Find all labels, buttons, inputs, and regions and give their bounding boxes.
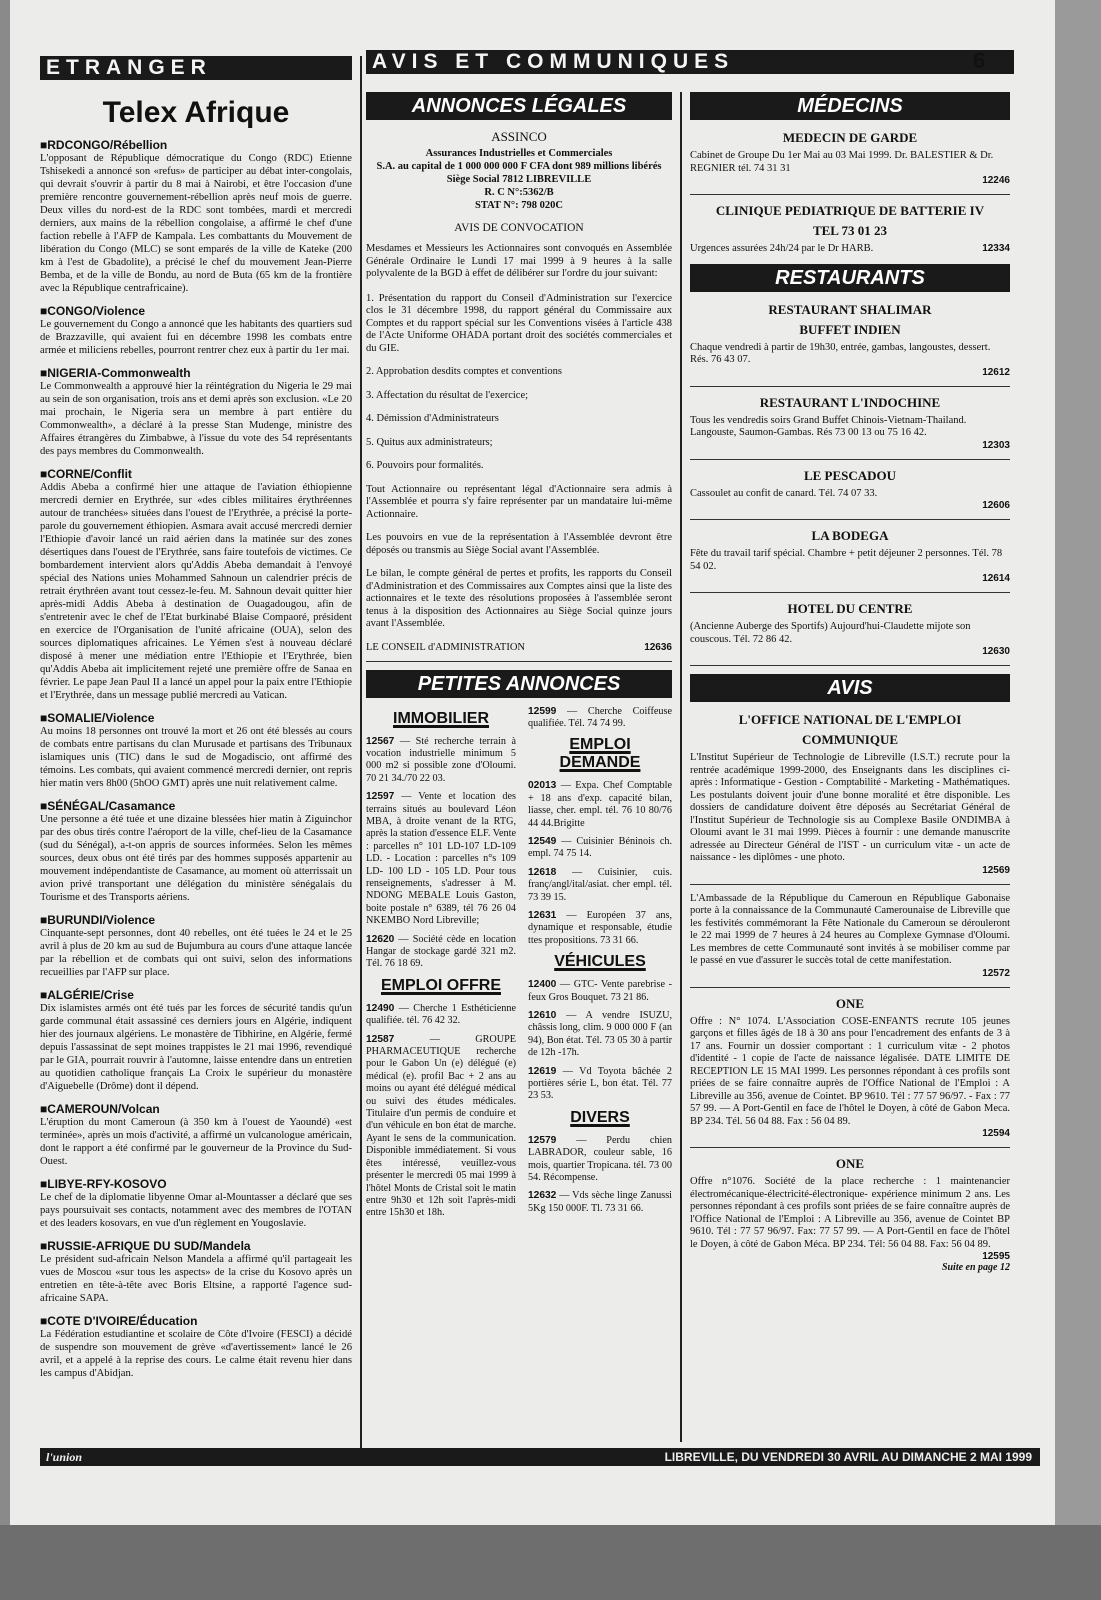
ad-ref: 12631 — [528, 909, 557, 921]
ad-ref: 12567 — [366, 735, 395, 747]
telex-item-head: ■ SOMALIE/Violence — [40, 711, 352, 725]
telex-item — [40, 711, 352, 790]
ad-ref: 12599 — [528, 705, 557, 717]
legal-ref: 12636 — [644, 641, 672, 653]
telex-item-text: Le chef de la diplomatie libyenne Omar al-Mountasser a déclaré que ses pays poursuivait ses contacts, notamment avec des membres de l'OTAN et des leaders kosovars, en vue d'un règlement en Yougoslavie. — [40, 1192, 352, 1229]
restaurant-text: Chaque vendredi à partir de 19h30, entrée, gambas, langoustes, dessert. Rés. 76 43 07. — [690, 341, 991, 365]
clinique-tel: TEL 73 01 23 — [812, 223, 888, 238]
garde-text: Cabinet de Groupe Du 1er Mai au 03 Mai 1999. Dr. BALESTIER & Dr. REGNIER tél. 74 31 31 — [690, 150, 994, 174]
legal-signature-row — [366, 642, 672, 653]
ad-ref: 12579 — [528, 1134, 557, 1146]
legal-company-lines — [366, 147, 672, 212]
clinique-text: Urgences assurées 24h/24 par le Dr HARB. — [690, 243, 874, 254]
telex-item-text: La Fédération estudiantine et scolaire de Côte d'Ivoire (FESCI) a décidé de suspendre son mouvement de grève «d'avertissement» lancé le 26 avril, et a appelé à la reprise des cours. Le calme était revenu hier dans les campus d'Abidjan. — [40, 1329, 352, 1379]
emploi-offre-list — [366, 1003, 516, 1220]
telex-item-text: L'éruption du mont Cameroun (à 350 km à l'ouest de Yaoundé) «est terminée», après un mois d'activité, a affirmé un vulcanologue américain, dont le rapport a été confirmé par le gouverneur de la Province du Sud-Ouest. — [40, 1117, 352, 1167]
one-title: L'OFFICE NATIONAL DE L'EMPLOI — [738, 712, 962, 727]
legal-title: ANNONCES LÉGALES — [366, 92, 672, 120]
classified-ad — [528, 1010, 672, 1060]
restaurant-name: HOTEL DU CENTRE — [787, 601, 913, 616]
telex-item — [40, 467, 352, 702]
telex-item-head: ■ ALGÉRIE/Crise — [40, 988, 352, 1002]
services-column — [690, 92, 1010, 1273]
restaurant-name: LE PESCADOU — [803, 467, 897, 483]
legal-company-line: R. C N°:5362/B — [484, 187, 554, 198]
vehicules-list — [528, 979, 672, 1103]
ad-ref: 12490 — [366, 1002, 395, 1014]
telex-item — [40, 1314, 352, 1380]
telex-item-head: ■ RDCONGO/Rébellion — [40, 138, 352, 152]
restaurant-ad — [690, 395, 1010, 460]
column-rule-2 — [680, 92, 682, 1442]
etranger-header: ETRANGER — [40, 56, 352, 80]
footer-dateline: LIBREVILLE, DU VENDREDI 30 AVRIL AU DIMANCHE 2 MAI 1999 — [664, 1450, 1032, 1464]
agenda-item: 4. Démission d'Administrateurs — [366, 413, 499, 424]
separator — [690, 1147, 1010, 1148]
ad-ref: 12549 — [528, 835, 557, 847]
classified-ad — [528, 979, 672, 1004]
legal-notice-title: AVIS DE CONVOCATION — [454, 222, 584, 234]
telex-item-text: Le gouvernement du Congo a annoncé que les habitants des quartiers sud de Brazzaville, qui avaient fui en décembre 1998 les combats entre armée et miliciens rebelles, pourront rentrer chez eux à partir du 1er mai. — [40, 319, 352, 356]
closing-paragraph: Tout Actionnaire ou représentant légal d'Actionnaire sera admis à l'Assemblée et pourra s'y faire représenter par un mandataire lui-même Actionnaire. — [366, 483, 672, 520]
telex-item-text: Une personne a été tuée et une dizaine blessées hier matin à Ziguinchor par des obus tirés contre l'aéroport de la ville, chef-lieu de la Casamance (sud du Sénégal), a-t-on appris de sources informées. Selon les mêmes sources, deux obus ont été tirés par des hommes supposés appartenir au mouvement indépendantiste de Casamance, au moment où atterrissait un avion privé transportant une délégation du ministère sénégalais du Tourisme et des Transports aériens. — [40, 814, 352, 903]
telex-item-text: L'opposant de République démocratique du Congo (RDC) Etienne Tshisekedi a annoncé son «refus» de participer au débat inter-congolais, qui devrait s'ouvrir à partir du 8 mai à Nairobi, et être l'occasion d'une première rencontre gouvernement-rébellion après neuf mois de guerre. Deux villes du nord-est de la RDC sont tombées, mardi et mercredi derniers, aux mains de la rébellion congolaise, a affirmé le chef d'une faction rebelle à l'AFP de Kampala. Les combattants du Mouvement de libération du Congo (MLC) se sont emparés de la ville de Kateke (200 km à l'est de Gbadolite), a précisé le chef du mouvement Jean-Pierre Bemba, et de la ville de Bondu, au nord de Buta (65 km de la frontière avec la République centrafricaine). — [40, 153, 352, 294]
classified-ad — [528, 836, 672, 861]
legal-closing — [366, 484, 672, 631]
legal-company-line: STAT N°: 798 020C — [475, 200, 563, 211]
petites-col-left — [366, 706, 516, 1226]
legal-company: ASSINCO — [491, 129, 547, 144]
avis-header-bar — [366, 50, 1014, 74]
telex-item-head: ■ LIBYE-RFY-KOSOVO — [40, 1177, 352, 1191]
agenda-item: 3. Affectation du résultat de l'exercice; — [366, 389, 529, 401]
legal-separator — [366, 661, 672, 662]
agenda-item: 2. Approbation desdits comptes et conventions — [366, 366, 562, 377]
closing-paragraph: Les pouvoirs en vue de la représentation à l'Assemblée devront être déposés ou transmis au Siège Social avant l'Assemblée. — [366, 532, 672, 556]
classified-ad — [366, 1034, 516, 1220]
one1-text: Offre : N° 1074. L'Association COSE-ENFANTS recrute 105 jeunes garçons et filles âgés de 18 à 30 ans pour l'encadrement des enfants de 3 à 17 ans. Fournir un dossier comportant : 1 curriculum vitæ - 2 photos d'identité - 1 copie de l'acte de naissance légalisée. DATE LIMITE DE RECEPTION LE 15 MAI 1999. Les personnes répondant à ces profils sont priées de se faire connaître auprès de l'Office National de l'Emploi : A Libreville au 356, avenue de Cointet. BP 9610. Tél : 77 57 96/97. - Fax : 77 57 99. — A Port-Gentil en face de l'hôtel le Doyen, à côté de Gabon Meca. BP 234. Tél. 56 04 88. Fax : 56 04 89. — [690, 1015, 1010, 1127]
page-number: 6 — [973, 48, 986, 73]
restaurant-text: Tous les vendredis soirs Grand Buffet Chinois-Vietnam-Thailand. Langouste, Saumon-Gambas. Rés 73 00 13 ou 75 16 42. — [690, 414, 967, 438]
telex-item — [40, 913, 352, 979]
telex-item-text: Au moins 18 personnes ont trouvé la mort et 26 ont été blessés au cours de combats entre partisans du clan Murusade et partisans des Tribunaux islamiques unis (TIC) dans le sud de Mogadiscio, ont affirmé des témoins. Les combats, qui avaient commencé mercredi dernier, ont repris hier matin vers 8h00 (5hOO GMT) après une nuit relativement calme. — [40, 726, 352, 789]
telex-item — [40, 988, 352, 1093]
telex-item-text: Cinquante-sept personnes, dont 40 rebelles, ont été tuées le 24 et le 25 avril à plus de 20 km au sud de Bujumbura au cours d'une attaque lancée par la rébellion et de combats qui ont suivi, selon des informations recueillies par l'AFP sur place. — [40, 928, 352, 978]
restaurant-ref: 12303 — [982, 439, 1010, 451]
telex-item — [40, 366, 352, 458]
petites-title: PETITES ANNONCES — [366, 670, 672, 698]
agenda-item: 1. Présentation du rapport du Conseil d'Administration sur l'exercice clos le 31 décembre 1998, du rapport général du Commissaire aux Comptes et du rapport spécial sur les Conventions visées à l'article 438 de l'Acte Uniforme OHADA portant droit des sociétés commerciales et du GIE. — [366, 292, 672, 354]
telex-title: Telex Afrique — [102, 96, 290, 129]
telex-item-text: Addis Abeba a confirmé hier une attaque de l'aviation éthiopienne mercredi dernier en Erythrée, sur «des cibles militaires érythréennes autour de tranchées» situées dans l'ouest de l'Erythrée, a précisé la porte-parole du gouvernement éthiopien. Asmara avait accusé mercredi dernier l'Ethiopie d'avoir lancé un raid aérien dans la matinée sur des zones désertiques dans l'ouest de l'Erythrée, sans faire toutefois de victimes. Ce bombardement intervient alors qu'Addis Abeba demandait à l'envoyé spécial des Nations unies Mohammed Sahnoun un calendrier précis de retrait érythréen avant tout cessez-le-feu. M. Sahnoun devait quitter hier après-midi Addis Abeba à destination de Ouagadougou, afin de s'entretenir avec le chef de l'Etat burkinabé Blaise Compaoré, président en exercice de l'Organisation de l'unité africaine (OUA), selon des sources diplomatiques africaines. Le Yémen s'est à nouveau déclaré disposé à mener une médiation entre l'Ethiopie et l'Erythrée, bien qu'Addis Abeba ait implicitement rejeté une première offre de Sanaa en février. Le pape Jean Paul II a lancé un appel pour la paix entre l'Ethiopie et l'Erythrée, dans un message publié mercredi au Vatican. — [40, 482, 352, 701]
ad-ref: 12597 — [366, 791, 395, 803]
ad-ref: 12610 — [528, 1010, 557, 1021]
clinique-title: CLINIQUE PEDIATRIQUE DE BATTERIE IV — [715, 203, 985, 218]
restaurant-ad — [690, 528, 1010, 593]
separator — [690, 519, 1010, 520]
telex-item-head: ■ SÉNÉGAL/Casamance — [40, 799, 352, 813]
immobilier-title: IMMOBILIER — [393, 709, 489, 727]
footer-paper: l'union — [46, 1450, 83, 1464]
telex-item-head: ■ CORNE/Conflit — [40, 467, 352, 481]
clinique-row — [690, 243, 1010, 256]
legal-agenda — [366, 293, 672, 473]
petites-col-right — [528, 706, 672, 1226]
coiffeuse-ad — [528, 706, 672, 731]
classified-ad — [528, 1190, 672, 1215]
restaurant-ad — [690, 302, 1010, 387]
restaurant-text: Cassoulet au confit de canard. Tél. 74 07 33. — [690, 487, 878, 499]
restaurant-name: RESTAURANT L'INDOCHINE — [759, 394, 941, 410]
ad-ref: 12620 — [366, 933, 395, 945]
classified-ad — [366, 736, 516, 786]
separator — [690, 194, 1010, 195]
ad-text: — Perdu chien LABRADOR, couleur sable, 16 mois, quartier Tropicana. tél. 73 00 54. Récompense. — [528, 1134, 672, 1184]
one1-title: ONE — [835, 995, 865, 1011]
restaurant-ref: 12606 — [982, 500, 1010, 511]
telex-item-head: ■ CAMEROUN/Volcan — [40, 1102, 352, 1116]
telex-item — [40, 1239, 352, 1305]
classified-ad — [528, 1135, 672, 1185]
emploi-offre-title: EMPLOI OFFRE — [381, 976, 501, 994]
garde-ref: 12246 — [982, 175, 1010, 186]
ist-text: L'Institut Supérieur de Technologie de Libreville (I.S.T.) recrute pour la rentrée académique 1999-2000, des Enseignants dans les disciplines ci-après : Informatique - Gestion - Comptabilité - Marketing - Mathématiques. Les postulants doivent jouir d'une bonne moralité et être disponible. Les dossiers de candidature doivent être déposés au Secrétariat Général de l'Institut Supérieur de Technologie sis au Complexe Basile ONDIMBA à Oloumi avant le 31 mai 1999. Pièces à fournir : une demande manuscrite adressée au Directeur Général de l'IST - un curriculum vitæ - un acte de naissance - les diplômes - une photo. — [690, 752, 1010, 863]
garde-title: MEDECIN DE GARDE — [782, 130, 918, 145]
telex-item-head: ■ NIGERIA-Commonwealth — [40, 366, 352, 380]
avis-header-title: AVIS ET COMMUNIQUES — [372, 50, 735, 73]
separator — [690, 386, 1010, 387]
ad-text: — Vente et location des terrains situés au boulevard Léon MBA, à droite venant de la RTG, après la station d'essence ELF. Vente : parcelles n° 101 LD-107 LD-109 LD. - Location : parcelles n°s 109 LD- 100 LD - 105 LD. Pour tous renseignements, s'adresser à M. NDONG MEBALE Louis Gaston, boite postale n° 6389, tél 76 26 04 NKEMBO Nord Libreville; — [366, 791, 516, 927]
restaurant-ad — [690, 601, 1010, 666]
ad-text: — Vd Toyota bâchée 2 portières série L, bon état. Tél. 77 23 53. — [528, 1065, 672, 1102]
emploi-demande-list — [528, 780, 672, 947]
closing-paragraph: Le bilan, le compte général de pertes et profits, les rapports du Conseil d'Administration et des Commissaires aux Comptes ainsi que la liste des actionnaires et le texte des résolutions proposées à l'assemblée seront tenus à la disposition des Actionnaires au Siège Social quinze jours avant l'Assemblée. — [366, 568, 672, 629]
restaurant-ref: 12614 — [982, 573, 1010, 584]
separator — [690, 665, 1010, 666]
avis-title: AVIS — [690, 674, 1010, 702]
restaurants-list — [690, 302, 1010, 667]
ad-ref: 12400 — [528, 979, 557, 991]
divers-list — [528, 1135, 672, 1215]
continued-note: Suite en page 12 — [941, 1262, 1010, 1273]
ad-ref: 02013 — [528, 780, 557, 792]
one2-text: Offre n°1076. Société de la place recherche : 1 maintenancier électromécanique-électricité-électronique- expérience minimum 2 ans. Les personnes répondant à ces profils sont priées de se faire connaître auprès de l'Office National de l'Emploi : A Libreville au 356, avenue de Cointet BP 9610. Tél : 77 57 96/97. Fax: 77 57 99. — A Port-Gentil en face de l'hôtel le Doyen, à côté de Gabon Méca. BP 234. Tél: 56 04 88. Fax: 56 04 89. — [690, 1176, 1010, 1250]
ad-text: — Cherche 1 Esthéticienne qualifiée. tél. 76 42 32. — [366, 1002, 516, 1027]
separator — [690, 884, 1010, 885]
telex-item-text: Le Commonwealth a approuvé hier la réintégration du Nigeria le 29 mai au sein de son organisation, trois ans et demi après son exclusion. «Le 20 mai prochain, le Nigeria sera un membre à part entière du Commonwealth», a déclaré à la presse Stan Mudenge, ministre des Affaires étrangères du Zimbabwe, à l'issue du vote des 54 représentants des pays membres du Commonwealth. — [40, 381, 352, 457]
one1-ref: 12594 — [982, 1128, 1010, 1139]
restaurant-ref: 12630 — [982, 646, 1010, 657]
avis-header — [366, 50, 1014, 74]
immobilier-list — [366, 736, 516, 971]
scan-background-bottom — [0, 1525, 1101, 1600]
separator — [690, 987, 1010, 988]
restaurants-title: RESTAURANTS — [690, 264, 1010, 292]
restaurant-text: (Ancienne Auberge des Sportifs) Aujourd'hui-Claudette mijote son couscous. Tél. 72 86 42. — [690, 621, 971, 645]
classified-ad — [366, 1003, 516, 1028]
classified-ad — [528, 910, 672, 947]
legal-intro: Mesdames et Messieurs les Actionnaires sont convoqués en Assemblée Générale Ordinaire le Lundi 17 mai 1999 à 9 heures à la salle polyvalente de la BGD à effet de délibérer sur l'ordre du jour suivant: — [366, 243, 672, 279]
ad-text: — Expa. Chef Comptable + 18 ans d'exp. capacité bilan, liasse, cher. empl. tél. 76 10 80/76 44 44.Brigitte — [528, 780, 672, 829]
telex-item-text: Le président sud-africain Nelson Mandela a affirmé qu'il partageait les vues de Moscou «sur tous les aspects» de la crise du Kosovo après un entretien en tête-à-tête avec Boris Eltsine, a rapporté l'agence sud-africaine SAPA. — [40, 1254, 352, 1304]
telex-item — [40, 304, 352, 357]
telex-item-head: ■ COTE D'IVOIRE/Éducation — [40, 1314, 352, 1328]
ad-ref: 12632 — [528, 1190, 557, 1202]
legal-company-line: S.A. au capital de 1 000 000 000 F CFA dont 989 millions libérés — [376, 161, 662, 172]
telex-item-text: Dix islamistes armés ont été tués par les forces de sécurité tandis qu'un garde communal était assassiné ces derniers jours en Algérie, indiquent hier des journaux algériens. Le monastère de Tibhirine, en Algérie, fermé depuis l'assassinat de sept moines trappistes le 21 mai 1996, revendiqué par le GIA, pourrait rouvrir à l'automne, laisse entendre dans un entretien au quotidien catholique français La Croix le supérieur du monastère d'Aiguebelle (Drôme) dont il dépend. — [40, 1003, 352, 1092]
telex-item — [40, 799, 352, 904]
agenda-item: 5. Quitus aux administrateurs; — [366, 436, 493, 448]
telex-item — [40, 1177, 352, 1230]
legal-column — [366, 92, 672, 1226]
classified-ad — [366, 791, 516, 927]
cameroun-text: L'Ambassade de la République du Cameroun en République Gabonaise porte à la connaissance de la Communauté Camerounaise de Libreville que les festivités commémorant la Fête Nationale du Cameroun se dérouleront le 22 mai 1999 de 7 heures à 24 heures au Complexe Gymnase d'Oloumi. Les membres de cette Communauté sont invités à se mobiliser comme par le passé en vue d'assurer le succès total de cette manifestation. — [690, 892, 1010, 966]
restaurant-name: LA BODEGA — [811, 528, 889, 543]
telex-item — [40, 138, 352, 295]
cameroun-ref: 12572 — [982, 967, 1010, 979]
separator — [690, 459, 1010, 460]
legal-company-line: Assurances Industrielles et Commerciales — [425, 148, 613, 159]
ad-text: — Cuisinier Béninois ch. empl. 74 75 14. — [528, 835, 672, 860]
ad-text: — Cherche Coiffeuse qualifiée. Tél. 74 74 99. — [528, 705, 672, 729]
newspaper-page — [10, 0, 1055, 1525]
ad-ref: 12618 — [528, 866, 557, 878]
one2-ref: 12595 — [982, 1251, 1010, 1262]
ad-text: — GTC- Vente parebrise - feux Gros Bouquet. 73 21 86. — [528, 979, 672, 1003]
restaurant-ad — [690, 468, 1010, 521]
classified-ad — [528, 867, 672, 904]
petites-annonces — [366, 706, 672, 1226]
vehicules-title: VÉHICULES — [554, 953, 646, 971]
footer-bar — [40, 1448, 1040, 1466]
restaurant-name: RESTAURANT SHALIMAR — [768, 301, 932, 317]
scan-background-right — [1055, 0, 1101, 1525]
one-sub: COMMUNIQUE — [801, 732, 899, 747]
ad-text: — Société cède en location Hangar de stockage gardé 321 m2. Tél. 76 18 69. — [366, 933, 516, 970]
emploi-demande-title: EMPLOI DEMANDE — [559, 736, 641, 772]
telex-item-head: ■ RUSSIE-AFRIQUE DU SUD/Mandela — [40, 1239, 352, 1253]
etranger-column — [40, 56, 352, 1389]
telex-item-head: ■ CONGO/Violence — [40, 304, 352, 318]
agenda-item: 6. Pouvoirs pour formalités. — [366, 460, 484, 471]
ad-text: — Vds sèche linge Zanussi 5Kg 150 000F. Tl. 73 31 66. — [528, 1190, 672, 1214]
separator — [690, 592, 1010, 593]
telex-item — [40, 1102, 352, 1168]
restaurant-text: Fête du travail tarif spécial. Chambre + petit déjeuner 2 personnes. Tél. 78 54 02. — [690, 548, 1003, 572]
ad-text: — Européen 37 ans, dynamique et responsable, étudie ttes propositions. 73 31 66. — [528, 909, 672, 946]
classified-ad — [528, 780, 672, 830]
telex-item-head: ■ BURUNDI/Violence — [40, 913, 352, 927]
one2-title: ONE — [835, 1156, 865, 1171]
restaurant-sub: BUFFET INDIEN — [799, 321, 901, 337]
telex-list — [40, 138, 352, 1380]
classified-ad — [366, 934, 516, 971]
ad-text: — Sté recherche terrain à vocation industrielle minimum 5 000 m2 si possible zone d'Oloumi. 70 21 34./70 22 03. — [366, 735, 516, 784]
ad-text: — GROUPE PHARMACEUTIQUE recherche pour le Gabon Un (e) délégué (e) médical (e). profil Bac + 2 ans au moins ou ayant été délégué médical ou suivi des études médicales. Titulaire d'un permis de conduire et d'un véhicule en bon état de marche. Ayant le sens de la communication. Disponible immédiatement. Si vous êtes intéressé, veuillez-vous présenter le mercredi 05 mai 1999 à l'hôtel Monts de Cristal soit le matin entre 9h30 et 12h soit l'après-midi entre 15h30 et 18h. — [366, 1033, 516, 1219]
ad-ref: 12587 — [366, 1033, 395, 1045]
column-rule — [360, 56, 362, 1450]
classified-ad — [528, 1066, 672, 1103]
legal-company-line: Siège Social 7812 LIBREVILLE — [446, 174, 592, 185]
ist-ref: 12569 — [982, 864, 1010, 876]
ad-text: — A vendre ISUZU, châssis long, clim. 9 000 000 F (an 94), Bon état. Tél. 73 05 30 à partir de 12h -17h. — [528, 1010, 672, 1059]
divers-title: DIVERS — [570, 1108, 630, 1126]
ad-ref: 12619 — [528, 1065, 557, 1077]
medecins-title: MÉDECINS — [690, 92, 1010, 120]
ad-text: — Cuisinier, cuis. franç/angl/ital/asiat. cher empl. tél. 73 39 15. — [528, 866, 672, 903]
clinique-ref: 12334 — [982, 243, 1010, 254]
legal-signature: LE CONSEIL d'ADMINISTRATION — [366, 641, 525, 653]
restaurant-ref: 12612 — [982, 366, 1010, 378]
